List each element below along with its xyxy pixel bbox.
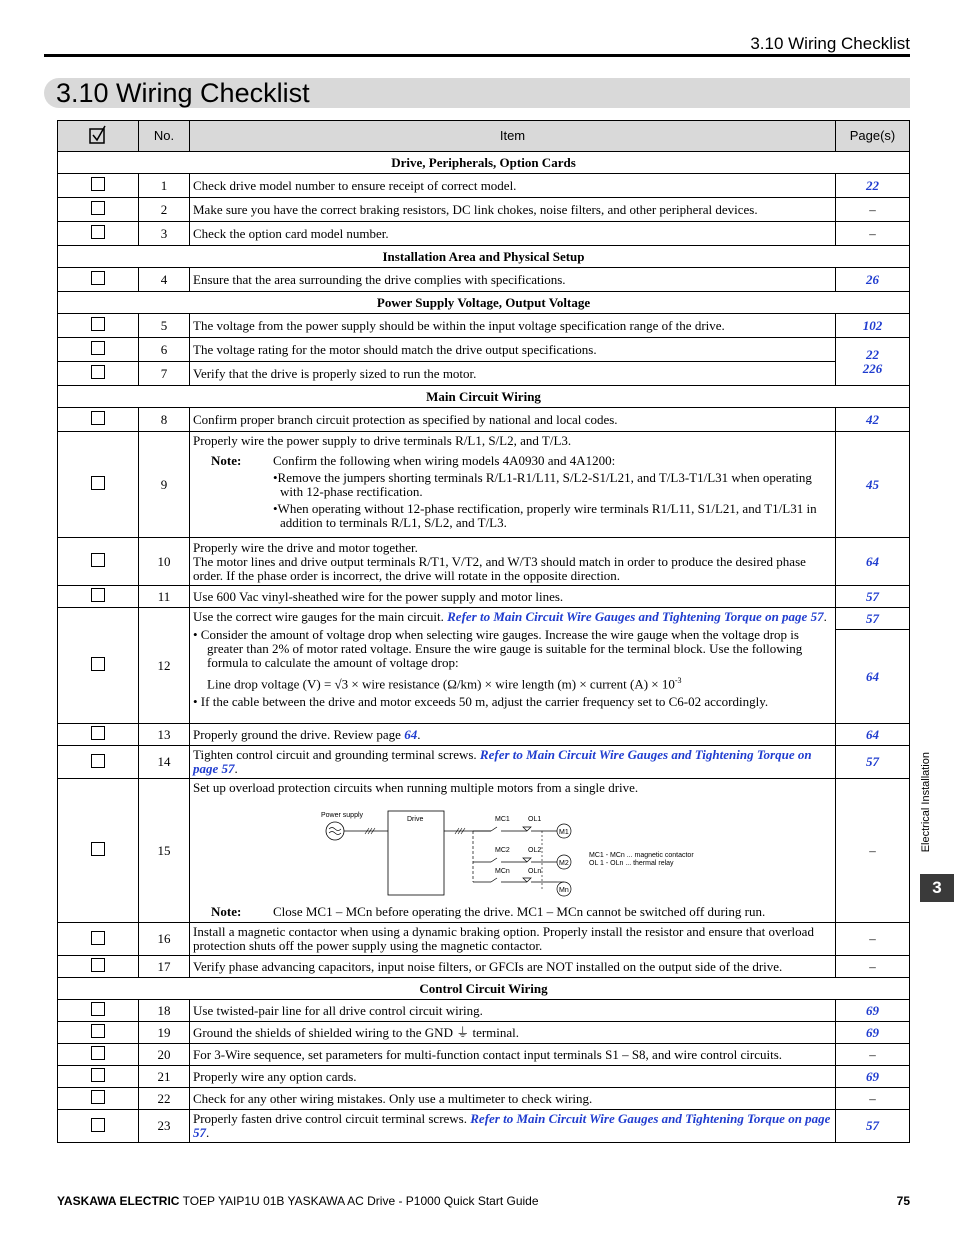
running-header-title: 3.10 Wiring Checklist xyxy=(750,34,910,53)
item-text: Check for any other wiring mistakes. Only use a multimeter to check wiring. xyxy=(190,1088,836,1110)
table-row xyxy=(58,1044,910,1066)
table-row xyxy=(58,1110,910,1143)
header-rule xyxy=(44,54,910,57)
item-text: Verify that the drive is properly sized to run the motor. xyxy=(190,362,836,386)
item-cell xyxy=(190,779,836,923)
table-row xyxy=(58,586,910,608)
item-number: 21 xyxy=(139,1066,190,1088)
table-row xyxy=(58,432,910,538)
item-text: Confirm proper branch circuit protection as specified by national and local codes. xyxy=(190,408,836,432)
item-number: 13 xyxy=(139,724,190,746)
checkbox[interactable] xyxy=(91,842,105,856)
table-row xyxy=(58,362,910,386)
item-text: Properly wire any option cards. xyxy=(190,1066,836,1088)
contactor-label: MCn xyxy=(495,868,510,875)
overload-circuit-diagram xyxy=(313,799,733,899)
group-title: Control Circuit Wiring xyxy=(58,978,910,1000)
item-text: Use twisted-pair line for all drive control circuit wiring. xyxy=(190,1000,836,1022)
relay-label: OL2 xyxy=(528,847,542,854)
checkbox[interactable] xyxy=(91,476,105,490)
motor-label: Mn xyxy=(559,887,569,894)
table-row xyxy=(58,956,910,978)
page-link[interactable]: 22 xyxy=(836,174,910,198)
page-link[interactable]: 57 xyxy=(836,1110,910,1143)
page-link[interactable]: 226 xyxy=(862,360,883,376)
table-row xyxy=(58,746,910,779)
item-number: 19 xyxy=(139,1022,190,1044)
group-row xyxy=(58,246,910,268)
item-text: The motor lines and drive output terminals R/T1, V/T2, and W/T3 should match in order to produce the desired phase order. If the phase order is incorrect, the drive will rotate in the opposite direction. xyxy=(193,553,806,583)
note-label: Note: xyxy=(211,453,242,468)
page-link[interactable]: 69 xyxy=(836,1022,910,1044)
item-text: The voltage from the power supply should be within the input voltage specification range of the drive. xyxy=(190,314,836,338)
item-text: Ground the shields of shielded wiring to the GND ⏚ terminal. xyxy=(190,1022,836,1044)
contactor-label: MC1 xyxy=(495,816,510,823)
note-bullet: •When operating without 12-phase rectification, properly wire terminals R1/L11, S1/L21, and T1/L31 in addition to terminals R/L1, S/L2, and T/L3. xyxy=(273,501,817,530)
page-ref: – xyxy=(836,1044,910,1066)
item-number: 1 xyxy=(139,174,190,198)
table-row xyxy=(58,1066,910,1088)
page-link[interactable]: 64 xyxy=(836,724,910,746)
item-text: For 3-Wire sequence, set parameters for multi-function contact input terminals S1 – S8, and wire control circuits. xyxy=(190,1044,836,1066)
check-column-header xyxy=(58,121,139,152)
table-row xyxy=(58,408,910,432)
checkbox[interactable] xyxy=(91,754,105,768)
page-link[interactable]: 22 xyxy=(866,346,879,362)
note xyxy=(193,454,832,468)
group-title: Drive, Peripherals, Option Cards xyxy=(58,152,910,174)
side-tab-label xyxy=(920,752,940,862)
legend-contactor: MC1 - MCn ... magnetic contactor xyxy=(589,852,694,859)
item-text: Properly wire the power supply to drive terminals R/L1, S/L2, and T/L3. xyxy=(193,433,572,448)
item-text: Properly fasten drive control circuit terminal screws. xyxy=(193,1111,467,1126)
checkbox[interactable] xyxy=(91,657,105,671)
page-links xyxy=(836,338,910,386)
item-number: 18 xyxy=(139,1000,190,1022)
item-number: 3 xyxy=(139,222,190,246)
table-row xyxy=(58,923,910,956)
checkbox[interactable] xyxy=(91,726,105,740)
item-text: Verify phase advancing capacitors, input noise filters, or GFCIs are NOT installed on the output side of the drive. xyxy=(190,956,836,978)
page-ref: – xyxy=(836,198,910,222)
checkbox[interactable] xyxy=(91,1118,105,1132)
item-text: Check drive model number to ensure receipt of correct model. xyxy=(190,174,836,198)
note-text: Close MC1 – MCn before operating the drive. MC1 – MCn cannot be switched off during run. xyxy=(273,904,766,919)
item-number: 9 xyxy=(139,432,190,538)
group-title: Main Circuit Wiring xyxy=(58,386,910,408)
table-row xyxy=(58,222,910,246)
note xyxy=(193,905,832,919)
checkbox[interactable] xyxy=(91,1024,105,1038)
item-text: Tighten control circuit and grounding terminal screws. xyxy=(193,747,477,762)
page-ref: – xyxy=(836,222,910,246)
checkbox[interactable] xyxy=(91,1090,105,1104)
relay-label: OL1 xyxy=(528,816,542,823)
chapter-tab: 3 xyxy=(920,874,954,902)
item-cell: Tighten control circuit and grounding terminal screws. Refer to Main Circuit Wire Gauges and Tightening Torque on page 57. xyxy=(190,746,836,779)
item-text: Use the correct wire gauges for the main circuit. xyxy=(193,609,444,624)
wiring-checklist-table xyxy=(57,120,910,1143)
no-column-header: No. xyxy=(139,121,190,152)
item-number: 8 xyxy=(139,408,190,432)
motor-label: M2 xyxy=(559,860,569,867)
item-number: 22 xyxy=(139,1088,190,1110)
item-number: 20 xyxy=(139,1044,190,1066)
page-link[interactable]: 26 xyxy=(836,268,910,292)
note-text: Confirm the following when wiring models 4A0930 and 4A1200: xyxy=(273,453,616,468)
reference-link[interactable]: Refer to Main Circuit Wire Gauges and Tightening Torque on page 57 xyxy=(447,609,824,624)
item-column-header: Item xyxy=(190,121,836,152)
item-cell: Use the correct wire gauges for the main circuit. Refer to Main Circuit Wire Gauges and Tightening Torque on page 57. • Consider the amount of voltage drop when selecting wire gauges. Increase the wire gauge when the voltage drop is greater than 2% of motor rated voltage. Ensure the wire gauge is suitable for the terminal block. Use the following formula to calculate the amount of voltage drop: Line drop voltage (V) = √3 × wire resistance (Ω/km) × wire length (m) × current $(A) \times 10^{-3}$ • If the cable between the drive and motor exceeds 50 m, adjust the carrier frequency set to C6-02 accordingly. xyxy=(190,608,836,724)
page-link[interactable]: 42 xyxy=(836,408,910,432)
item-number: 4 xyxy=(139,268,190,292)
checkbox[interactable] xyxy=(91,588,105,602)
page-ref: – xyxy=(836,923,910,956)
power-supply-label: Power supply xyxy=(321,812,364,819)
page-link[interactable]: 64 xyxy=(836,630,910,724)
item-text: Make sure you have the correct braking resistors, DC link chokes, noise filters, and other peripheral devices. xyxy=(190,198,836,222)
page-link[interactable]: 57 xyxy=(836,608,910,630)
page-link[interactable]: 64 xyxy=(836,538,910,586)
chapter-name: Electrical Installation xyxy=(920,752,932,853)
footer xyxy=(57,1194,539,1208)
table-row xyxy=(58,779,910,923)
checkbox[interactable] xyxy=(91,317,105,331)
drive-box xyxy=(388,811,444,895)
checkbox[interactable] xyxy=(91,958,105,972)
item-text: Properly wire the drive and motor together. xyxy=(193,539,418,555)
item-text: Ensure that the area surrounding the drive complies with specifications. xyxy=(190,268,836,292)
item-number: 7 xyxy=(139,362,190,386)
item-cell xyxy=(190,432,836,538)
checkbox[interactable] xyxy=(91,271,105,285)
item-bullet: • If the cable between the drive and motor exceeds 50 m, adjust the carrier frequency set to C6-02 accordingly. xyxy=(193,694,769,710)
item-cell xyxy=(190,538,836,586)
reference-link[interactable]: 64 xyxy=(404,726,418,742)
table-row xyxy=(58,314,910,338)
checkbox[interactable] xyxy=(91,365,105,379)
note-label: Note: xyxy=(211,904,242,919)
item-text: Install a magnetic contactor when using a dynamic braking option. Properly install the resistor and ensure that overload protection shuts off the power supply using the magnetic contactor. xyxy=(190,923,836,956)
table-row xyxy=(58,198,910,222)
table-row xyxy=(58,338,910,362)
item-number: 12 xyxy=(139,608,190,724)
checkbox[interactable] xyxy=(91,1068,105,1082)
table-row xyxy=(58,174,910,198)
group-row xyxy=(58,386,910,408)
checkbox[interactable] xyxy=(91,201,105,215)
page-ref: – xyxy=(836,779,910,923)
table-row xyxy=(58,608,910,630)
item-text: Set up overload protection circuits when running multiple motors from a single drive. xyxy=(193,780,639,795)
footer-brand: YASKAWA ELECTRIC xyxy=(57,1194,180,1208)
checkbox[interactable] xyxy=(91,1002,105,1016)
item-number: 10 xyxy=(139,538,190,586)
table-row xyxy=(58,1000,910,1022)
formula xyxy=(207,674,832,691)
ac-source-icon xyxy=(326,822,344,840)
page-link[interactable]: 57 xyxy=(836,746,910,779)
legend-relay: OL 1 - OLn ... thermal relay xyxy=(589,860,674,867)
page-link[interactable]: 45 xyxy=(836,432,910,538)
item-number: 11 xyxy=(139,586,190,608)
reference-link[interactable]: Refer to Main Circuit Wire Gauges and Tightening Torque on page 57 xyxy=(193,747,812,776)
table-row xyxy=(58,268,910,292)
item-cell: Properly ground the drive. Review page 64. xyxy=(190,724,836,746)
checkbox[interactable] xyxy=(91,553,105,567)
item-text: Use 600 Vac vinyl-sheathed wire for the power supply and motor lines. xyxy=(190,586,836,608)
page-link[interactable]: 69 xyxy=(836,1000,910,1022)
table-row xyxy=(58,538,910,586)
item-cell: Properly fasten drive control circuit terminal screws. Refer to Main Circuit Wire Gauges and Tightening Torque on page 57. xyxy=(190,1110,836,1143)
checkbox[interactable] xyxy=(91,225,105,239)
item-number: 16 xyxy=(139,923,190,956)
group-row xyxy=(58,978,910,1000)
group-row xyxy=(58,152,910,174)
drive-label: Drive xyxy=(407,816,424,823)
item-bullet: • Consider the amount of voltage drop when selecting wire gauges. Increase the wire gauge when the voltage drop is greater than 2% of motor rated voltage. Ensure the wire gauge is suitable for the terminal block. Use the following formula to calculate the amount of voltage drop: xyxy=(193,627,803,670)
page-link[interactable]: 102 xyxy=(836,314,910,338)
group-row xyxy=(58,292,910,314)
item-number: 6 xyxy=(139,338,190,362)
pages-column-header: Page(s) xyxy=(836,121,910,152)
checkmark-box-icon xyxy=(89,125,107,145)
item-number: 14 xyxy=(139,746,190,779)
formula-text: Line drop voltage (V) = √3 × wire resistance (Ω/km) × wire length (m) × current (A) × 10 xyxy=(207,676,675,692)
page-link[interactable]: 57 xyxy=(836,586,910,608)
item-number: 2 xyxy=(139,198,190,222)
item-text: The voltage rating for the motor should match the drive output specifications. xyxy=(190,338,836,362)
group-title: Installation Area and Physical Setup xyxy=(58,246,910,268)
page-ref: – xyxy=(836,956,910,978)
checkbox[interactable] xyxy=(91,177,105,191)
contactor-label: MC2 xyxy=(495,847,510,854)
relay-label: OLn xyxy=(528,868,542,875)
table-row xyxy=(58,724,910,746)
checkbox[interactable] xyxy=(91,411,105,425)
page-link[interactable]: 69 xyxy=(836,1066,910,1088)
checkbox[interactable] xyxy=(91,931,105,945)
item-number: 17 xyxy=(139,956,190,978)
formula-exponent: -3 xyxy=(674,676,682,685)
section-title: 3.10 Wiring Checklist xyxy=(56,78,310,108)
item-number: 15 xyxy=(139,779,190,923)
page-ref: – xyxy=(836,1088,910,1110)
note-bullet: •Remove the jumpers shorting terminals R/L1-R1/L11, S/L2-S1/L21, and T/L3-T1/L31 when operating with 12-phase rectification. xyxy=(273,470,812,499)
page-number: 75 xyxy=(896,1194,910,1208)
group-title: Power Supply Voltage, Output Voltage xyxy=(58,292,910,314)
table-row xyxy=(58,1088,910,1110)
section-banner xyxy=(44,78,910,108)
motor-label: M1 xyxy=(559,829,569,836)
item-text: Check the option card model number. xyxy=(190,222,836,246)
item-text: Properly ground the drive. Review page xyxy=(193,726,401,742)
checkbox[interactable] xyxy=(91,341,105,355)
footer-doc: TOEP YAIP1U 01B YASKAWA AC Drive - P1000 Quick Start Guide xyxy=(179,1194,539,1208)
table-row xyxy=(58,1022,910,1044)
item-number: 5 xyxy=(139,314,190,338)
reference-link[interactable]: Refer to Main Circuit Wire Gauges and Tightening Torque on page 57 xyxy=(193,1111,831,1140)
table-header-row xyxy=(58,121,910,152)
checkbox[interactable] xyxy=(91,1046,105,1060)
item-number: 23 xyxy=(139,1110,190,1143)
